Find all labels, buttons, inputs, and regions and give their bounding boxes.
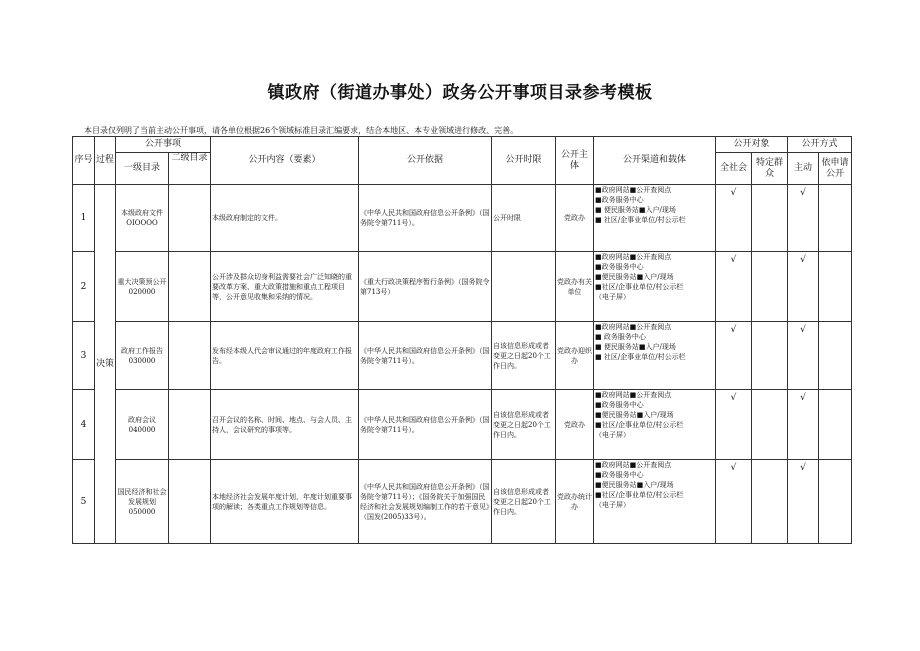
header-process: 过程 bbox=[95, 137, 116, 185]
header-channel: 公开渠道和载体 bbox=[594, 137, 716, 185]
header-active: 主动 bbox=[788, 153, 819, 185]
row-seq: 4 bbox=[73, 390, 95, 460]
row-basis: 《中华人民共和国政府信息公开条例》（国务院令第711号）。 bbox=[359, 322, 492, 390]
row-channel: ■政府网站■公开查阅点 ■政务服务中心 ■便民服务站■入户/现场 ■社区/企事业单位/村公示栏 （电子屏） bbox=[594, 390, 716, 460]
row-active-check: √ bbox=[788, 460, 819, 544]
row-specific-check bbox=[752, 390, 788, 460]
row-content: 本级政府制定的文件。 bbox=[211, 185, 359, 252]
header-time: 公开时限 bbox=[492, 137, 556, 185]
row-specific-check bbox=[752, 460, 788, 544]
row-subject: 党政办迎织办 bbox=[556, 322, 594, 390]
table-row bbox=[73, 252, 852, 322]
disclosure-table bbox=[72, 136, 852, 544]
row-active-check: √ bbox=[788, 390, 819, 460]
row-request-check bbox=[819, 390, 852, 460]
row-time: 自该信息形成或者变更之日起20个工作日内。 bbox=[492, 460, 556, 544]
row-active-check: √ bbox=[788, 322, 819, 390]
row-active-check: √ bbox=[788, 185, 819, 252]
header-target: 公开对象 bbox=[716, 137, 788, 153]
row-level1: 政府会议040000 bbox=[116, 390, 169, 460]
row-specific-check bbox=[752, 322, 788, 390]
table-row bbox=[73, 322, 852, 390]
row-all-society-check: √ bbox=[716, 390, 752, 460]
row-time: 自该信息形成或者变更之日起20个工作日内。 bbox=[492, 322, 556, 390]
header-level2: 二级目录 bbox=[169, 153, 211, 185]
header-level1: 一级目录 bbox=[116, 153, 169, 185]
header-specific: 特定群众 bbox=[752, 153, 788, 185]
row-level2 bbox=[169, 322, 211, 390]
row-level1: 重大决策预公开020000 bbox=[116, 252, 169, 322]
row-all-society-check: √ bbox=[716, 322, 752, 390]
header-items: 公开事项 bbox=[116, 137, 211, 153]
row-subject: 党政办有关单位 bbox=[556, 252, 594, 322]
header-content: 公开内容（要素） bbox=[211, 137, 359, 185]
header-method: 公开方式 bbox=[788, 137, 852, 153]
row-specific-check bbox=[752, 252, 788, 322]
table-row bbox=[73, 390, 852, 460]
row-subject: 党政办 bbox=[556, 185, 594, 252]
row-channel: ■政府网站■公开查阅点 ■政务服务中心 ■ 便民服务站■入户/现场 ■ 社区/企事业单位/村公示栏 bbox=[594, 185, 716, 252]
row-request-check bbox=[819, 252, 852, 322]
row-all-society-check: √ bbox=[716, 252, 752, 322]
row-content: 公开涉及群众切身利益需要社会广泛知晓的重要改革方案、重大政策措施和重点工程项目等，公开意见收集和采纳的情况。 bbox=[211, 252, 359, 322]
process-cell: 决策 bbox=[95, 185, 116, 544]
document-note: 本目录仅列明了当前主动公开事项，请各单位根据26个领域标准目录汇编要求，结合本地区、本专业领域进行修改、完善。 bbox=[84, 126, 519, 135]
header-seq: 序号 bbox=[73, 137, 95, 185]
row-time: 公开时限 bbox=[492, 185, 556, 252]
row-subject: 党政办 bbox=[556, 390, 594, 460]
row-seq: 1 bbox=[73, 185, 95, 252]
header-subject: 公开主体 bbox=[556, 137, 594, 185]
table-row bbox=[73, 185, 852, 252]
row-level1: 政府工作报告030000 bbox=[116, 322, 169, 390]
row-seq: 3 bbox=[73, 322, 95, 390]
header-on-request: 依申请公开 bbox=[819, 153, 852, 185]
row-request-check bbox=[819, 460, 852, 544]
row-basis: 《中华人民共和国政府信息公开条例》（国务院令第711号）。 bbox=[359, 185, 492, 252]
row-level1: 国民经济和社会发展规划050000 bbox=[116, 460, 169, 544]
row-time: 自该信息形成或者变更之日起20个工作日内。 bbox=[492, 390, 556, 460]
row-time bbox=[492, 252, 556, 322]
document-title: 镇政府（街道办事处）政务公开事项目录参考模板 bbox=[267, 83, 653, 103]
row-content: 召开会议的名称、时间、地点、与会人员、主持人，会议研究的事项等。 bbox=[211, 390, 359, 460]
row-specific-check bbox=[752, 185, 788, 252]
row-basis: 《重大行政决策程序暂行条例》（国务院令第713号） bbox=[359, 252, 492, 322]
row-all-society-check: √ bbox=[716, 185, 752, 252]
table-row bbox=[73, 460, 852, 544]
row-basis: 《中华人民共和国政府信息公开条例》（国务院令第711号）；《国务院关于加强国民经济和社会发展规划编制工作的若干意见》（国发(2005)33号）。 bbox=[359, 460, 492, 544]
row-seq: 2 bbox=[73, 252, 95, 322]
row-level2 bbox=[169, 390, 211, 460]
row-channel: ■政府网站■公开查阅点 ■ 政务服务中心 ■ 便民服务站■入户/现场 ■ 社区/企事业单位/村公示栏 bbox=[594, 322, 716, 390]
header-all-society: 全社会 bbox=[716, 153, 752, 185]
row-active-check: √ bbox=[788, 252, 819, 322]
row-seq: 5 bbox=[73, 460, 95, 544]
row-all-society-check: √ bbox=[716, 460, 752, 544]
row-level1: 本级政府文件OIOOOO bbox=[116, 185, 169, 252]
row-level2 bbox=[169, 185, 211, 252]
row-content: 发布经本级人代会审议通过的年度政府工作报告。 bbox=[211, 322, 359, 390]
row-request-check bbox=[819, 185, 852, 252]
row-content: 本地经济社会发展年度计划，年度计划重要事项的解读；各类重点工作规划等信息。 bbox=[211, 460, 359, 544]
row-request-check bbox=[819, 322, 852, 390]
row-basis: 《中华人民共和国政府信息公开条例》（国务院令第711号）。 bbox=[359, 390, 492, 460]
row-channel: ■政府网站■公开查阅点 ■政务服务中心 ■便民服务站■入户/现场 ■社区/企事业单位/村公示栏 （电子屏） bbox=[594, 460, 716, 544]
row-level2 bbox=[169, 460, 211, 544]
row-channel: ■政府网站■公开查阅点 ■政务服务中心 ■便民服务站■入户/现场 ■社区/企事业单位/村公示栏 （电子屏） bbox=[594, 252, 716, 322]
row-subject: 党政办统计办 bbox=[556, 460, 594, 544]
row-level2 bbox=[169, 252, 211, 322]
header-basis: 公开依据 bbox=[359, 137, 492, 185]
